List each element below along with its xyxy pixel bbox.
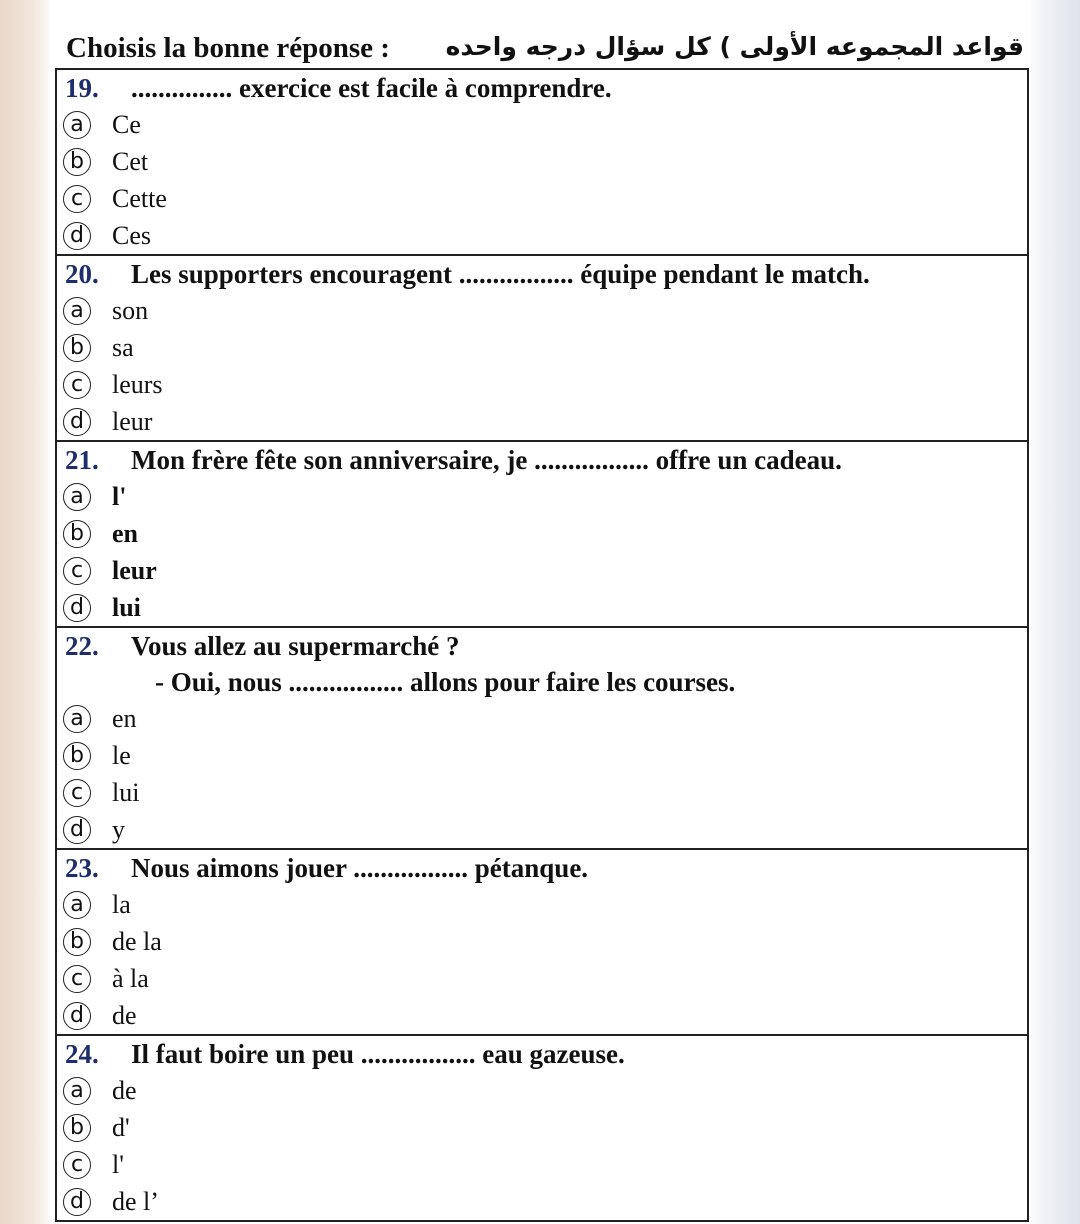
answer-option-c[interactable] [57, 1146, 1027, 1183]
answer-option-c[interactable] [57, 960, 1027, 997]
answer-option-c[interactable] [57, 180, 1027, 217]
option-text: Cet [112, 147, 149, 176]
option-letter-circle: b [63, 334, 91, 362]
answer-option-c[interactable] [57, 774, 1027, 811]
answer-option-b[interactable] [57, 515, 1027, 552]
option-text: y [112, 815, 125, 844]
option-text: lui [112, 593, 141, 622]
arabic-heading: قواعد المجموعه الأولى ) كل سؤال درجه واحده [445, 32, 1024, 61]
option-letter-circle: a [63, 111, 91, 139]
answer-option-d[interactable] [57, 403, 1027, 440]
option-text: en [112, 704, 137, 733]
option-letter-circle: a [63, 483, 91, 511]
question-stem [57, 628, 1027, 664]
option-letter-circle: d [63, 222, 91, 250]
question-24 [57, 1036, 1027, 1222]
question-text: ............... exercice est facile à comprendre. [131, 73, 612, 103]
question-number: 24. [65, 1039, 99, 1069]
option-text: l' [112, 482, 127, 511]
option-text: Cette [112, 184, 167, 213]
answer-option-c[interactable] [57, 552, 1027, 589]
option-text: leur [112, 407, 153, 436]
question-text: Il faut boire un peu ................. eau gazeuse. [131, 1039, 625, 1069]
question-list [55, 68, 1029, 1222]
option-letter-circle: d [63, 594, 91, 622]
option-letter-circle: d [63, 1188, 91, 1216]
option-text: leurs [112, 370, 163, 399]
option-letter-circle: c [63, 557, 91, 585]
answer-option-a[interactable] [57, 292, 1027, 329]
option-letter-circle: c [63, 965, 91, 993]
option-letter-circle: b [63, 520, 91, 548]
question-text: - Oui, nous ................. allons pour faire les courses. [155, 667, 736, 697]
option-text: de l’ [112, 1187, 159, 1216]
answer-option-d[interactable] [57, 997, 1027, 1034]
question-stem-continued [57, 664, 1027, 700]
option-letter-circle: d [63, 816, 91, 844]
option-letter-circle: c [63, 1151, 91, 1179]
option-text: lui [112, 778, 140, 807]
option-text: d' [112, 1113, 130, 1142]
question-text: Les supporters encouragent ................. équipe pendant le match. [131, 259, 870, 289]
option-letter-circle: b [63, 148, 91, 176]
option-letter-circle: a [63, 705, 91, 733]
option-text: de la [112, 927, 162, 956]
answer-option-a[interactable] [57, 700, 1027, 737]
question-20 [57, 256, 1027, 442]
option-text: sa [112, 333, 134, 362]
question-number: 20. [65, 259, 99, 289]
option-text: de [112, 1076, 137, 1105]
answer-option-a[interactable] [57, 886, 1027, 923]
option-letter-circle: d [63, 1002, 91, 1030]
question-23 [57, 850, 1027, 1036]
question-number: 22. [65, 631, 99, 661]
option-letter-circle: b [63, 1114, 91, 1142]
option-letter-circle: c [63, 371, 91, 399]
option-letter-circle: a [63, 1077, 91, 1105]
question-stem [57, 442, 1027, 478]
answer-option-c[interactable] [57, 366, 1027, 403]
option-text: en [112, 519, 138, 548]
question-number: 19. [65, 73, 99, 103]
question-text: Nous aimons jouer ................. pétanque. [131, 853, 589, 883]
answer-option-b[interactable] [57, 737, 1027, 774]
option-letter-circle: a [63, 891, 91, 919]
question-stem [57, 1036, 1027, 1072]
answer-option-a[interactable] [57, 1072, 1027, 1109]
answer-option-b[interactable] [57, 329, 1027, 366]
answer-option-b[interactable] [57, 1109, 1027, 1146]
answer-option-d[interactable] [57, 1183, 1027, 1220]
answer-option-a[interactable] [57, 106, 1027, 143]
option-text: à la [112, 964, 149, 993]
question-22 [57, 628, 1027, 850]
option-text: Ce [112, 110, 141, 139]
option-text: leur [112, 556, 157, 585]
option-text: son [112, 296, 149, 325]
option-letter-circle: a [63, 297, 91, 325]
question-19 [57, 70, 1027, 256]
option-letter-circle: b [63, 928, 91, 956]
worksheet-header [66, 30, 1028, 68]
instruction-title: Choisis la bonne réponse : [66, 32, 390, 64]
question-stem [57, 256, 1027, 292]
option-text: le [112, 741, 131, 770]
answer-option-d[interactable] [57, 589, 1027, 626]
answer-option-d[interactable] [57, 217, 1027, 254]
answer-option-a[interactable] [57, 478, 1027, 515]
question-stem [57, 850, 1027, 886]
question-text: Mon frère fête son anniversaire, je ................. offre un cadeau. [131, 445, 842, 475]
option-text: Ces [112, 221, 151, 250]
question-21 [57, 442, 1027, 628]
question-stem [57, 70, 1027, 106]
option-text: l' [112, 1150, 124, 1179]
answer-option-b[interactable] [57, 143, 1027, 180]
question-text: Vous allez au supermarché ? [131, 631, 460, 661]
option-letter-circle: c [63, 779, 91, 807]
option-letter-circle: d [63, 408, 91, 436]
option-letter-circle: b [63, 742, 91, 770]
question-number: 21. [65, 445, 99, 475]
option-text: de [112, 1001, 137, 1030]
option-letter-circle: c [63, 185, 91, 213]
answer-option-b[interactable] [57, 923, 1027, 960]
option-text: la [112, 890, 131, 919]
question-number: 23. [65, 853, 99, 883]
answer-option-d[interactable] [57, 811, 1027, 848]
worksheet-page [50, 0, 1030, 1224]
